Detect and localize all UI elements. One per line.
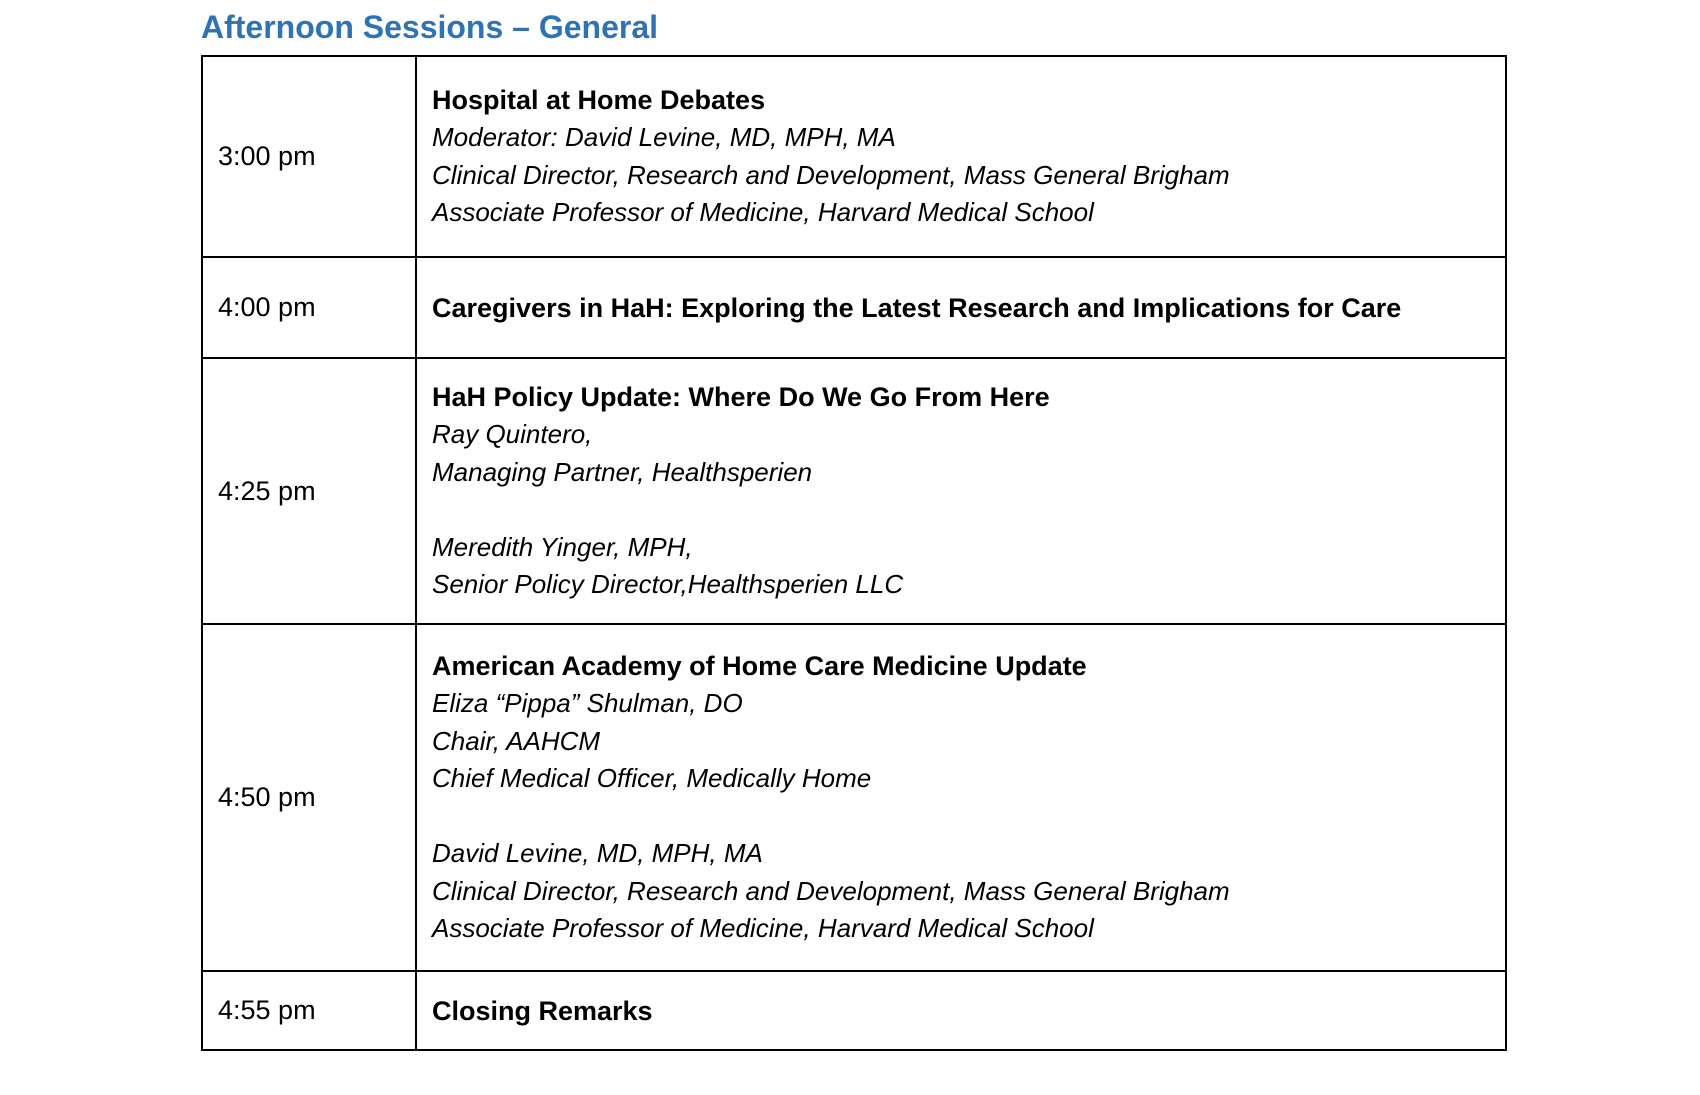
session-time: 4:25 pm [202,358,416,624]
session-title: Closing Remarks [432,995,653,1026]
session-time: 3:00 pm [202,56,416,257]
speaker-line: Meredith Yinger, MPH, [432,531,693,562]
speaker-line: Moderator: David Levine, MD, MPH, MA [432,122,896,153]
speaker-line: Ray Quintero, [432,419,593,450]
speaker-line: Associate Professor of Medicine, Harvard Medical School [432,197,1094,228]
table-row [202,624,1506,971]
speaker-line: Chief Medical Officer, Medically Home [432,763,872,794]
session-time: 4:55 pm [202,971,416,1050]
session-details [416,971,1506,1050]
session-title: Caregivers in HaH: Exploring the Latest Research and Implications for Care [432,292,1402,323]
session-details [416,56,1506,257]
session-title: American Academy of Home Care Medicine Update [432,651,1087,682]
session-time: 4:00 pm [202,257,416,358]
speaker-line: Managing Partner, Healthsperien [432,456,813,487]
table-row [202,257,1506,358]
speaker-line: David Levine, MD, MPH, MA [432,838,763,869]
speaker-line: Chair, AAHCM [432,725,601,756]
agenda-table [201,55,1507,1051]
blank-line [432,798,1490,836]
speaker-line: Associate Professor of Medicine, Harvard Medical School [432,913,1094,944]
speaker-line: Eliza “Pippa” Shulman, DO [432,688,743,719]
table-row [202,56,1506,257]
table-row [202,358,1506,624]
session-time: 4:50 pm [202,624,416,971]
session-title: Hospital at Home Debates [432,85,766,116]
speaker-line: Clinical Director, Research and Development, Mass General Brigham [432,875,1230,906]
session-details [416,624,1506,971]
table-row [202,971,1506,1050]
speaker-line: Clinical Director, Research and Development, Mass General Brigham [432,159,1230,190]
page-title: Afternoon Sessions – General [201,9,659,45]
speaker-line: Senior Policy Director,Healthsperien LLC [432,569,904,600]
session-title: HaH Policy Update: Where Do We Go From Here [432,382,1050,413]
blank-line [432,491,1490,529]
session-details [416,358,1506,624]
session-details [416,257,1506,358]
